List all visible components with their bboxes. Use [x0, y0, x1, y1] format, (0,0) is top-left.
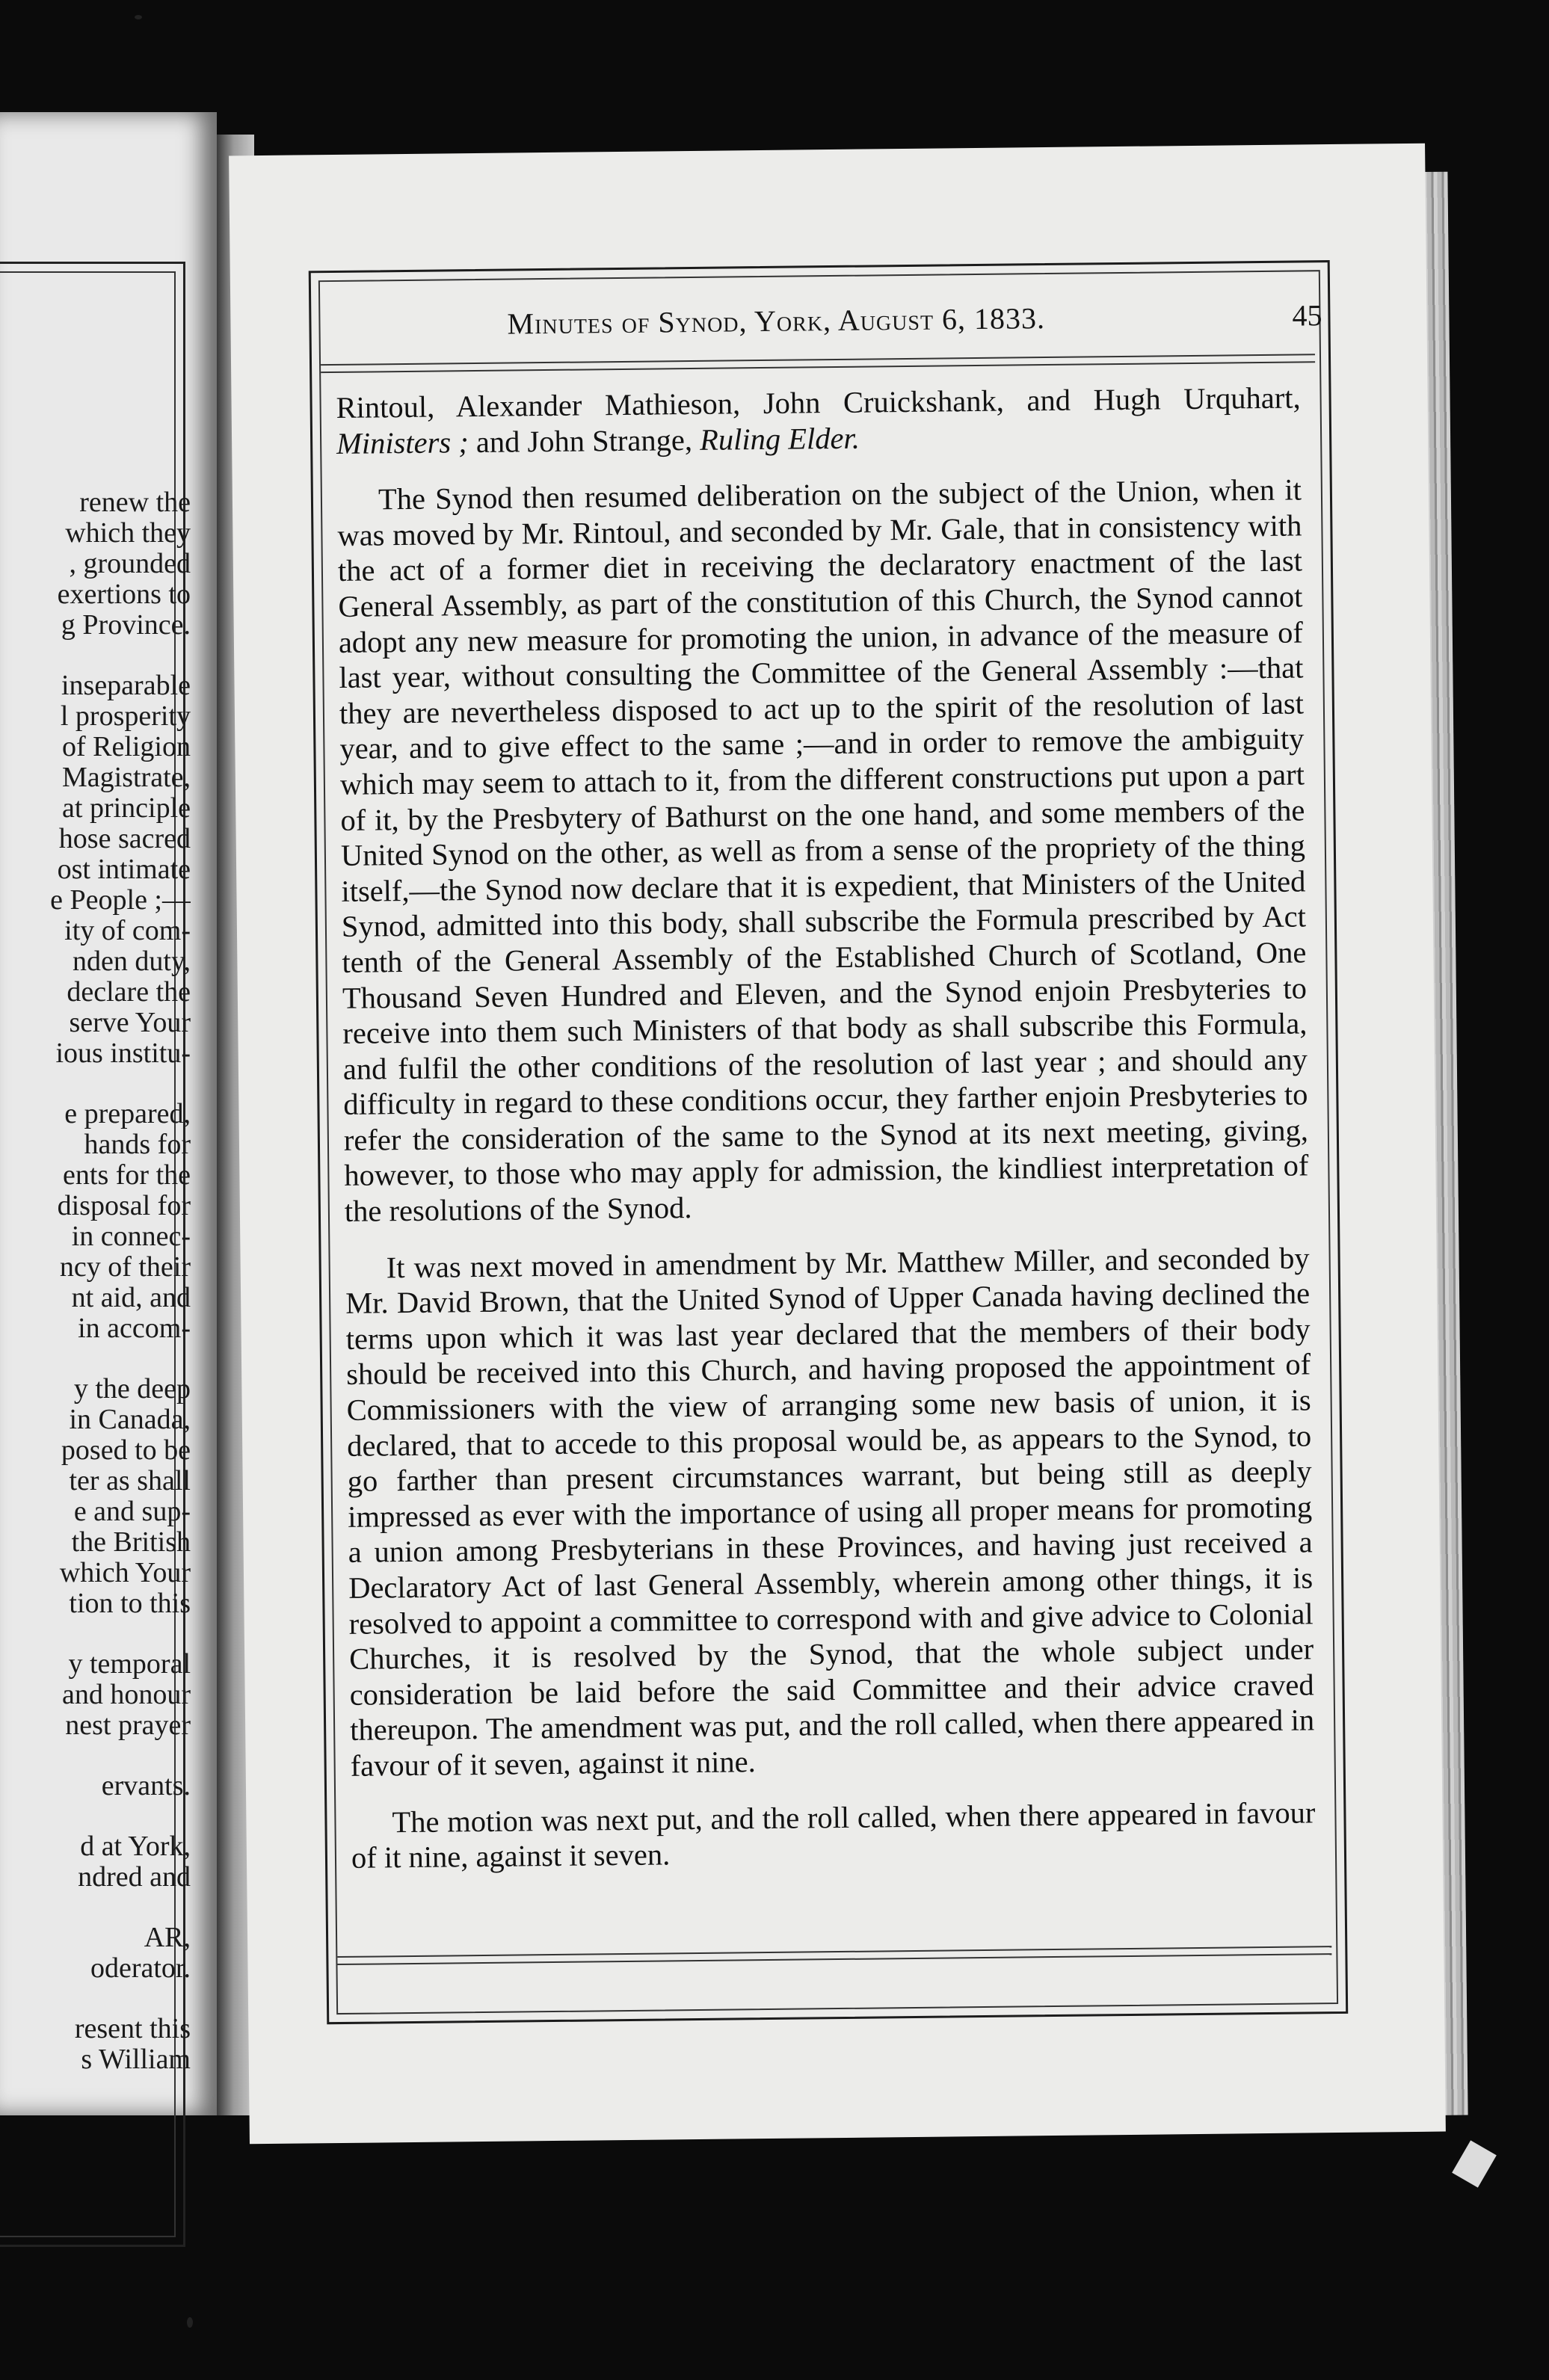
left-page-line: serve Your: [69, 1007, 191, 1038]
left-page-line: inseparable: [61, 670, 191, 701]
left-page-line: declare the: [67, 976, 191, 1008]
left-page-line: ost intimate: [57, 854, 191, 885]
left-page-line: ervants.: [101, 1770, 191, 1801]
left-page-line: [0, 1618, 191, 1647]
left-page-line: the British: [71, 1526, 191, 1558]
left-page-line: in connec-: [71, 1221, 191, 1252]
left-page-line: in Canada,: [69, 1404, 191, 1435]
left-page-line: ndred and: [78, 1861, 191, 1893]
left-page-line: ncy of their: [59, 1251, 191, 1283]
left-page-line: disposal for: [57, 1190, 191, 1221]
left-page-line: which Your: [59, 1557, 191, 1588]
page-corner-glint: [1452, 2140, 1497, 2187]
left-page-line: l prosperity: [60, 700, 191, 732]
left-page-line: y temporal: [68, 1648, 191, 1680]
left-page-line: ents for the: [63, 1159, 191, 1191]
left-page-line: resent this: [74, 2013, 191, 2044]
left-page-line: at principle: [62, 792, 191, 824]
left-page-line: e prepared,: [64, 1098, 191, 1129]
left-page-line: ity of com-: [64, 915, 191, 946]
left-page-line: which they: [65, 517, 191, 549]
left-page-line: y the deep: [73, 1373, 191, 1405]
left-page-line: nden duty,: [73, 946, 191, 977]
page-body: [336, 380, 1316, 1875]
left-page-text: [0, 486, 191, 2074]
para1-mid: and John Strange,: [475, 422, 693, 459]
left-page-line: [0, 1982, 191, 2012]
left-page-line: AR,: [144, 1922, 191, 1953]
left-page: [0, 112, 217, 2115]
page-number: 45: [1292, 298, 1322, 333]
left-page-line: [0, 1067, 191, 1097]
left-page-line: d at York,: [80, 1831, 191, 1862]
left-page-line: and honour: [61, 1679, 191, 1710]
left-page-line: nest prayer: [65, 1710, 191, 1741]
left-page-line: ious institu-: [55, 1038, 191, 1069]
left-page-line: e and sup-: [73, 1496, 191, 1527]
left-page-line: g Province.: [61, 609, 191, 641]
paragraph-motion: The Synod then resumed deliberation on the subject of the Union, when it was moved by Mr. Rintoul, and seconded by Mr. Gale, that in consistency with the act of a former diet in receiving the declaratory enactment of the last General Assembly, as part of the constitution of this Church, the Synod cannot adopt any new measure for promoting the union, in advance of the measure of last year, without consulting the Committee of the General Assembly :—that they are nevertheless disposed to act up to the spirit of the resolution of last year, and to give effect to the same ;—and in order to remove the ambiguity which may seem to attach to it, from the different constructions put upon a part of it, by the Presbytery of Bathurst on the one hand, and some members of the United Synod on the other, as well as from a sense of the propriety of the thing itself,—the Synod now declare that it is expedient, that Ministers of the United Synod, admitted into this body, shall subscribe the Formula prescribed by Act tenth of the General Assembly of the Established Church of Scotland, One Thousand Seven Hundred and Eleven, and the Synod enjoin Presbyteries to receive into them such Ministers of that body as shall subscribe this Formula, and fulfil the other conditions of the resolution of last year ; and should any difficulty in regard to these conditions occur, they farther enjoin Presbyteries to refer the consideration of the same to the Synod at its next meeting, giving, however, to those who may apply for admission, the kindliest interpretation of the resolutions of the Synod.: [337, 472, 1309, 1228]
left-page-line: hose sacred: [58, 823, 191, 854]
left-page-line: oderator.: [90, 1952, 191, 1984]
left-page-line: s William: [81, 2044, 191, 2074]
left-page-line: posed to be: [61, 1434, 191, 1466]
left-page-line: [0, 1800, 191, 1830]
para1-lead: Rintoul, Alexander Mathieson, John Cruickshank, and Hugh Urquhart,: [336, 380, 1301, 425]
left-page-line: e People ;—: [50, 884, 191, 916]
left-page-line: [0, 1739, 191, 1769]
left-page-line: renew the: [79, 487, 191, 518]
left-page-line: [0, 1891, 191, 1921]
left-page-line: nt aid, and: [71, 1282, 191, 1313]
left-page-line: of Religion: [61, 731, 191, 762]
ministers-label: Ministers ;: [336, 425, 469, 460]
right-page: [229, 144, 1446, 2145]
left-page-line: Magistrate,: [61, 762, 191, 793]
left-page-line: , grounded: [69, 548, 191, 579]
left-page-line: in accom-: [78, 1313, 191, 1344]
running-head-title: Minutes of Synod, York, August 6, 1833.: [507, 301, 1046, 341]
left-page-line: ter as shall: [69, 1465, 191, 1496]
dust-speck: [135, 15, 142, 19]
left-page-line: [0, 639, 191, 669]
dust-speck: [187, 2317, 193, 2328]
left-page-line: tion to this: [69, 1588, 191, 1619]
paragraph-vote: The motion was next put, and the roll called, when there appeared in favour of it nine, against it seven.: [351, 1795, 1316, 1875]
left-page-line: [0, 1342, 191, 1372]
paragraph-continuation: [336, 380, 1301, 461]
ruling-elder-label: Ruling Elder.: [699, 421, 860, 457]
paragraph-amendment: It was next moved in amendment by Mr. Matthew Miller, and seconded by Mr. David Brown, that the United Synod of Upper Canada having declined the terms upon which it was last year declared that the members of their body should be received into this Church, and having proposed the appointment of Commissioners with the view of arranging some new basis of union, it is declared, that to accede to this proposal would be, as appears to the Synod, to go farther than present circumstances warrant, but being still as deeply impressed as ever with the importance of using all proper means for promoting a union among Presbyterians in these Provinces, and having just received a Declaratory Act of last General Assembly, wherein among other things, it is resolved to appoint a committee to correspond with and give advice to Colonial Churches, it is resolved by the Synod, that the whole subject under consideration be laid before the said Committee and their advice craved thereupon. The amendment was put, and the roll called, when there appeared in favour of it seven, against it nine.: [345, 1241, 1315, 1783]
left-page-line: hands for: [84, 1129, 191, 1160]
left-page-line: exertions to: [57, 579, 191, 610]
